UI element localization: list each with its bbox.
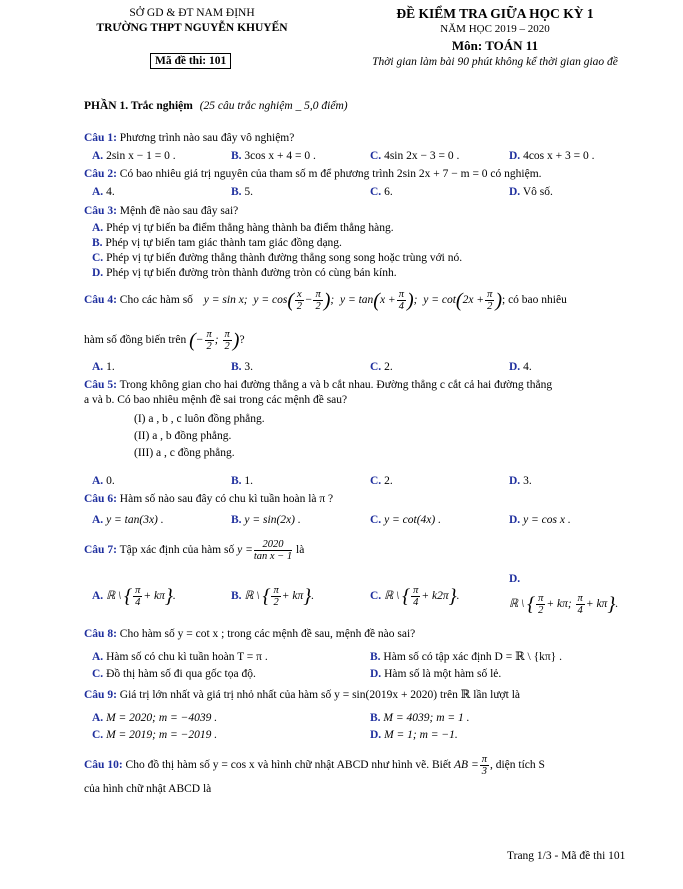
question-4-line2: hàm số đồng biến trên (− $\frac{\pi}{2}$ ; $\frac{\pi}{2}$ )?	[84, 328, 245, 352]
q4-formula: y = sin x; y = cos( $\frac{x}{2}$ − $\frac{\pi}{2}$ ); y = tan(x + $\frac{\pi}{4}$ ); y = cot(2x + $\frac{\pi}{2}$ )	[203, 288, 502, 312]
q7-option-d-letter[interactable]: D.	[509, 573, 521, 585]
q1-label: Câu 1:	[84, 132, 117, 144]
q1-option-c[interactable]: C. 4sin 2x − 3 = 0 .	[370, 150, 460, 162]
q1-option-d[interactable]: D. 4cos x + 3 = 0 .	[509, 150, 595, 162]
q3-label: Câu 3:	[84, 205, 117, 217]
question-8	[84, 627, 415, 641]
q5-option-b[interactable]: B. 1.	[231, 475, 254, 487]
q7-label: Câu 7:	[84, 544, 117, 556]
question-10	[84, 752, 545, 778]
q7-tail: là	[296, 544, 305, 556]
q1-option-b[interactable]: B. 3cos x + 4 = 0 .	[231, 150, 316, 162]
q3-option-c[interactable]: C. Phép vị tự biến đường thẳng thành đường thẳng song song hoặc trùng với nó.	[92, 252, 463, 264]
q9-option-a[interactable]: A. M = 2020; m = −4039 .	[92, 712, 218, 724]
q6-option-c[interactable]: C. y = cot(4x) .	[370, 514, 441, 526]
school-name: TRƯỜNG THPT NGUYỄN KHUYẾN	[96, 22, 288, 34]
page-footer: Trang 1/3 - Mã đề thi 101	[507, 850, 626, 862]
q3-option-d[interactable]: D. Phép vị tự biến đường tròn thành đường tròn có cùng bán kính.	[92, 267, 397, 279]
q9-option-b[interactable]: B. M = 4039; m = 1 .	[370, 712, 470, 724]
q5-statement-2: (II) a , b đồng phẳng.	[134, 430, 232, 442]
q2-option-c[interactable]: C. 6.	[370, 186, 393, 198]
q7-option-d[interactable]: ℝ \ { $\frac{\pi}{2}$ + kπ; $\frac{\pi}{4}$ + kπ}.	[509, 592, 619, 616]
part1-heading	[84, 99, 348, 113]
q10-formula: AB = $\frac{\pi}{3}$	[454, 753, 487, 777]
q2-text: Có bao nhiêu giá trị nguyên của tham số m để phương trình 2sin 2x + 7 − m = 0 có nghiệm.	[119, 168, 542, 180]
q2-label: Câu 2:	[84, 168, 117, 180]
q10-tail: , diện tích S	[489, 759, 545, 771]
exam-title: ĐỀ KIỂM TRA GIỮA HỌC KỲ 1	[396, 6, 594, 21]
q9-option-c[interactable]: C. M = 2019; m = −2019 .	[92, 729, 218, 741]
q7-text: Tập xác định của hàm số	[119, 544, 235, 556]
question-6	[84, 492, 333, 506]
department: SỞ GD & ĐT NAM ĐỊNH	[129, 7, 255, 19]
q3-option-b[interactable]: B. Phép vị tự biến tam giác thành tam giác đồng dạng.	[92, 237, 342, 249]
q10-label: Câu 10:	[84, 759, 123, 771]
q4-text: Cho các hàm số	[119, 294, 193, 306]
question-5	[84, 378, 552, 392]
q8-text: Cho hàm số y = cot x ; trong các mệnh đề sau, mệnh đề nào sai?	[119, 628, 416, 640]
q1-option-a[interactable]: A. 2sin x − 1 = 0 .	[92, 150, 176, 162]
school-year: NĂM HỌC 2019 – 2020	[440, 23, 550, 35]
subject: Môn: TOÁN 11	[451, 38, 539, 53]
q4-tail: ; có bao nhiêu	[502, 294, 567, 306]
q4-option-b[interactable]: B. 3.	[231, 361, 254, 373]
q4-option-a[interactable]: A. 1.	[92, 361, 115, 373]
q7-option-c[interactable]: C. ℝ \ { $\frac{\pi}{4}$ + k2π}.	[370, 584, 460, 608]
q7-option-b[interactable]: B. ℝ \ { $\frac{\pi}{2}$ + kπ}.	[231, 584, 315, 608]
q1-text: Phương trình nào sau đây vô nghiệm?	[119, 132, 295, 144]
q7-option-a[interactable]: A. ℝ \ { $\frac{\pi}{4}$ + kπ}.	[92, 584, 176, 608]
q8-option-c[interactable]: C. Đồ thị hàm số đi qua gốc tọa độ.	[92, 668, 256, 680]
q6-option-a[interactable]: A. y = tan(3x) .	[92, 514, 164, 526]
q6-text: Hàm số nào sau đây có chu kì tuần hoàn là π ?	[119, 493, 334, 505]
q5-option-d[interactable]: D. 3.	[509, 475, 532, 487]
q5-option-c[interactable]: C. 2.	[370, 475, 393, 487]
q2-option-b[interactable]: B. 5.	[231, 186, 254, 198]
q8-option-a[interactable]: A. Hàm số có chu kì tuần hoàn T = π .	[92, 651, 268, 663]
q3-option-a[interactable]: A. Phép vị tự biến ba điểm thẳng hàng thành ba điểm thẳng hàng.	[92, 222, 394, 234]
q2-option-d[interactable]: D. Vô số.	[509, 186, 553, 198]
q7-formula: y = $\frac{2020}{\text{tan x − 1}}$	[237, 538, 293, 562]
q9-option-d[interactable]: D. M = 1; m = −1.	[370, 729, 458, 741]
time-note: Thời gian làm bài 90 phút không kể thời gian giao đề	[372, 56, 618, 68]
q8-label: Câu 8:	[84, 628, 117, 640]
q6-label: Câu 6:	[84, 493, 117, 505]
q6-option-b[interactable]: B. y = sin(2x) .	[231, 514, 301, 526]
q5-label: Câu 5:	[84, 379, 117, 391]
question-1	[84, 131, 294, 145]
q5-line1: Trong không gian cho hai đường thẳng a và b cắt nhau. Đường thẳng c cắt cả hai đường thẳng	[119, 379, 553, 391]
q4-label: Câu 4:	[84, 294, 117, 306]
question-2	[84, 167, 542, 181]
q4-text2: hàm số đồng biến trên	[84, 334, 187, 346]
q5-option-a[interactable]: A. 0.	[92, 475, 115, 487]
part1-title: PHẦN 1. Trắc nghiệm	[84, 100, 193, 112]
q10-line2: của hình chữ nhật ABCD là	[84, 783, 212, 795]
q4-option-d[interactable]: D. 4.	[509, 361, 532, 373]
question-7	[84, 537, 304, 563]
q5-line2: a và b. Có bao nhiêu mệnh đề sai trong các mệnh đề sau?	[84, 394, 348, 406]
q5-statement-1: (I) a , b , c luôn đồng phẳng.	[134, 413, 265, 425]
q2-option-a[interactable]: A. 4.	[92, 186, 115, 198]
q4-interval: (− $\frac{\pi}{2}$ ; $\frac{\pi}{2}$ )	[189, 328, 240, 352]
q5-statement-3: (III) a , c đồng phẳng.	[134, 447, 235, 459]
exam-code: Mã đề thi: 101	[150, 53, 231, 69]
q10-text: Cho đồ thị hàm số y = cos x và hình chữ nhật ABCD như hình vẽ. Biết	[125, 759, 452, 771]
question-4	[84, 287, 567, 313]
q8-option-d[interactable]: D. Hàm số là một hàm số lẻ.	[370, 668, 502, 680]
q6-option-d[interactable]: D. y = cos x .	[509, 514, 571, 526]
part1-note: (25 câu trắc nghiệm _ 5,0 điểm)	[199, 100, 348, 112]
q4-option-c[interactable]: C. 2.	[370, 361, 393, 373]
q8-option-b[interactable]: B. Hàm số có tập xác định D = ℝ \ {kπ} .	[370, 651, 562, 663]
q9-text: Giá trị lớn nhất và giá trị nhỏ nhất của hàm số y = sin(2019x + 2020) trên ℝ lần lượt là	[119, 689, 521, 701]
q3-text: Mệnh đề nào sau đây sai?	[119, 205, 239, 217]
question-3	[84, 204, 238, 218]
question-9	[84, 688, 520, 702]
q9-label: Câu 9:	[84, 689, 117, 701]
